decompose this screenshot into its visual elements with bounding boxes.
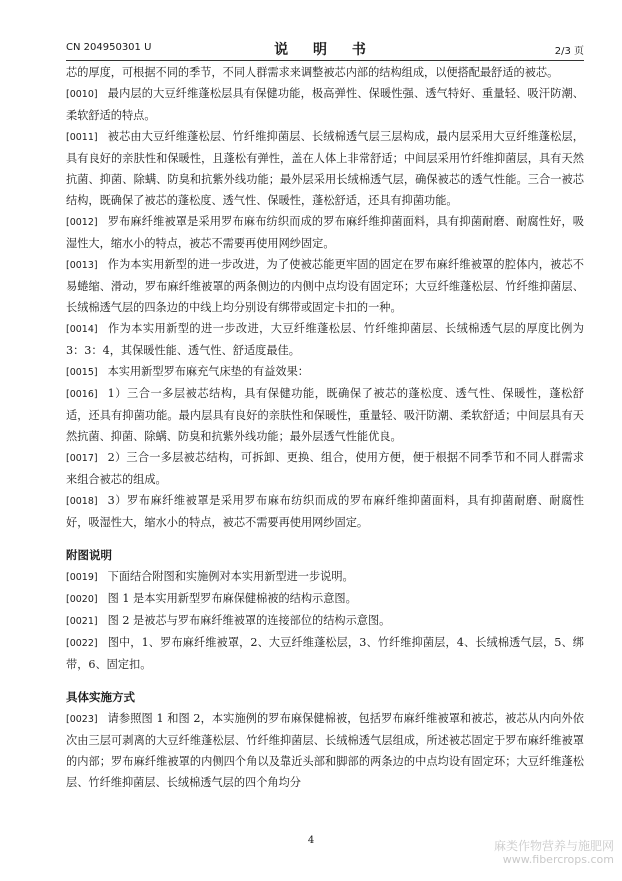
- paragraph-number: [0015]: [66, 367, 98, 378]
- embodiment-paragraphs: [66, 708, 584, 793]
- paragraph: [66, 361, 584, 383]
- paragraph-text: 图中，1、罗布麻纤维被罩，2、大豆纤维蓬松层，3、竹纤维抑菌层，4、长绒棉透气层，5、绑带，6、固定扣。: [66, 636, 584, 671]
- paragraph: [66, 62, 584, 83]
- paragraph-text: 作为本实用新型的进一步改进，大豆纤维蓬松层、竹纤维抑菌层、长绒棉透气层的厚度比例为 3：3：4，其保暖性能、透气性、舒适度最佳。: [66, 322, 584, 357]
- figure-paragraphs: [66, 566, 584, 675]
- paragraph: [66, 126, 584, 211]
- watermark-name: 麻类作物营养与施肥网: [493, 839, 614, 853]
- paragraph: [66, 383, 584, 447]
- paragraph-text: 1）三合一多层被芯结构，具有保健功能，既确保了被芯的蓬松度、透气性、保暖性，蓬松舒适，还具有抑菌功能。最内层具有良好的亲肤性和保暖性，重量轻、吸汗防潮、柔软舒适；中间层具有天然抗菌、抑菌、除螨、防臭和抗紫外线功能；最外层透气性能优良。: [66, 387, 584, 443]
- paragraph-number: [0017]: [66, 453, 98, 464]
- paragraph-number: [0023]: [66, 714, 98, 725]
- page-indicator: 2/3 页: [554, 46, 584, 57]
- paragraph-text: 作为本实用新型的进一步改进，为了使被芯能更牢固的固定在罗布麻纤维被罩的腔体内，被芯不易蜷缩、滑动，罗布麻纤维被罩的两条侧边的内侧中点均设有固定环；大豆纤维蓬松层、竹纤维抑菌层、长绒棉透气层的四条边的中线上均分别设有绑带或固定卡扣的一种。: [66, 258, 584, 314]
- document-body: [66, 62, 584, 793]
- patent-number: CN 204950301 U: [66, 42, 152, 53]
- paragraph: [66, 632, 584, 675]
- watermark-url: www.fibercrops.com: [502, 853, 614, 866]
- page-number: 4: [307, 835, 315, 846]
- paragraph-text: 芯的厚度，可根据不同的季节，不同人群需求来调整被芯内部的结构组成，以便搭配最舒适的被芯。: [66, 66, 559, 79]
- paragraph-number: [0022]: [66, 638, 98, 649]
- paragraph: [66, 708, 584, 793]
- paragraph: [66, 254, 584, 318]
- paragraph: [66, 318, 584, 361]
- paragraph-number: [0013]: [66, 260, 98, 271]
- document-title: 说 明 书: [274, 42, 376, 58]
- paragraph: [66, 610, 584, 632]
- paragraph: [66, 490, 584, 533]
- paragraph-number: [0010]: [66, 89, 98, 100]
- paragraph-text: 3）罗布麻纤维被罩是采用罗布麻布纺织而成的罗布麻纤维抑菌面料，具有抑菌耐磨、耐腐性好，吸湿性大，缩水小的特点，被芯不需要再使用网纱固定。: [66, 494, 584, 529]
- paragraph-text: 2）三合一多层被芯结构，可拆卸、更换、组合，使用方便，便于根据不同季节和不同人群需求来组合被芯的组成。: [66, 451, 584, 486]
- paragraph-text: 下面结合附图和实施例对本实用新型进一步说明。: [107, 570, 354, 583]
- paragraph-number: [0014]: [66, 324, 98, 335]
- paragraph-text: 最内层的大豆纤维蓬松层具有保健功能，极高弹性、保暖性强、透气特好、重量轻、吸汗防潮、柔软舒适的特点。: [66, 87, 584, 122]
- paragraph-number: [0016]: [66, 389, 98, 400]
- watermark: [494, 839, 614, 867]
- section-title-figures: 附图说明: [66, 548, 112, 562]
- paragraph-number: [0018]: [66, 496, 98, 507]
- main-paragraphs: [66, 62, 584, 533]
- paragraph-text: 罗布麻纤维被罩是采用罗布麻布纺织而成的罗布麻纤维抑菌面料，具有抑菌耐磨、耐腐性好，吸湿性大，缩水小的特点，被芯不需要再使用网纱固定。: [66, 215, 584, 250]
- paragraph-text: 被芯由大豆纤维蓬松层、竹纤维抑菌层、长绒棉透气层三层构成，最内层采用大豆纤维蓬松层，具有良好的亲肤性和保暖性，且蓬松有弹性，盖在人体上非常舒适；中间层采用竹纤维抑菌层，具有天然抗菌、抑菌、除螨、防臭和抗紫外线功能；最外层采用长绒棉透气层，确保被芯的透气性能。三合一被芯结构，既确保了被芯的蓬松度、透气性、保暖性，蓬松舒适，还具有抑菌功能。: [66, 130, 584, 207]
- paragraph-number: [0019]: [66, 572, 98, 583]
- paragraph: [66, 83, 584, 126]
- paragraph-text: 请参照图 1 和图 2，本实施例的罗布麻保健棉被，包括罗布麻纤维被罩和被芯，被芯从内向外依次由三层可剥离的大豆纤维蓬松层、竹纤维抑菌层、长绒棉透气层组成，所述被芯固定于罗布麻纤维被罩的内部；罗布麻纤维被罩的内侧四个角以及靠近头部和脚部的两条边的中点均设有固定环；大豆纤维蓬松层、竹纤维抑菌层、长绒棉透气层的四个角均分: [66, 712, 584, 789]
- paragraph: [66, 566, 584, 588]
- paragraph-number: [0011]: [66, 132, 98, 143]
- paragraph-number: [0020]: [66, 594, 98, 605]
- paragraph: [66, 211, 584, 254]
- paragraph-text: 图 1 是本实用新型罗布麻保健棉被的结构示意图。: [107, 592, 357, 605]
- section-title-embodiment: 具体实施方式: [66, 690, 135, 704]
- paragraph-number: [0021]: [66, 616, 98, 627]
- paragraph-text: 本实用新型罗布麻充气床垫的有益效果：: [107, 365, 309, 378]
- paragraph: [66, 588, 584, 610]
- paragraph-number: [0012]: [66, 217, 98, 228]
- paragraph: [66, 447, 584, 490]
- header-rule: [66, 60, 584, 61]
- paragraph-text: 图 2 是被芯与罗布麻纤维被罩的连接部位的结构示意图。: [107, 614, 391, 627]
- page-header: [66, 39, 584, 59]
